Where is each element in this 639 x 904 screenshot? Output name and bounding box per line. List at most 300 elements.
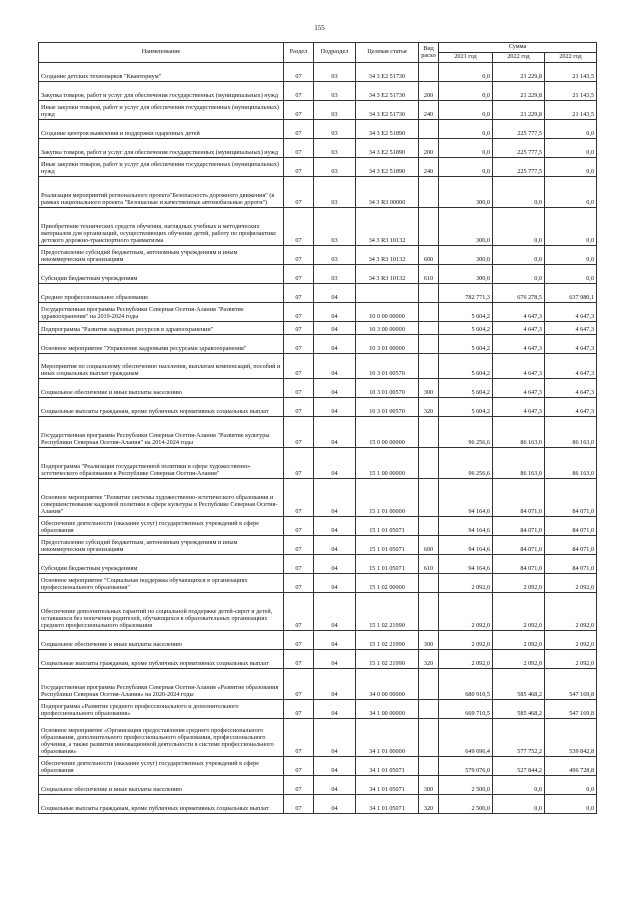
table-row xyxy=(39,776,597,795)
row-value-2021: 2 092,0 xyxy=(439,650,493,669)
table-row xyxy=(39,719,597,757)
row-value-2022b: 21 143,5 xyxy=(545,63,597,82)
row-target: 34 3 R3 10132 xyxy=(356,208,419,246)
row-subsection: 04 xyxy=(314,379,356,398)
header-year-2021: 2021 год xyxy=(439,53,493,63)
row-value-2022a: 84 071,0 xyxy=(493,536,545,555)
row-value-2022a: 4 647,3 xyxy=(493,398,545,417)
row-subsection: 03 xyxy=(314,63,356,82)
table-row xyxy=(39,631,597,650)
row-target: 34 3 E2 51890 xyxy=(356,120,419,139)
row-value-2021: 579 076,0 xyxy=(439,757,493,776)
row-type: 610 xyxy=(419,265,439,284)
row-subsection: 03 xyxy=(314,139,356,158)
row-name: Социальное обеспечение и иные выплаты населению xyxy=(39,776,284,795)
page-number: 155 xyxy=(314,24,325,32)
row-section: 07 xyxy=(284,650,314,669)
row-name: Основное мероприятие "Развитие системы художественно-эстетического образования и совершенствование кадровой политики в сфере культуры в Республике Северная Осетия-Алания" xyxy=(39,479,284,517)
row-value-2022a: 0,0 xyxy=(493,246,545,265)
header-section: Раздел xyxy=(284,43,314,63)
row-value-2022b: 547 169,8 xyxy=(545,700,597,719)
table-row xyxy=(39,246,597,265)
table-row xyxy=(39,650,597,669)
row-name: Предоставление субсидий бюджетным, автономным учреждениям и иным некоммерческим организациям xyxy=(39,246,284,265)
row-name: Иные закупки товаров, работ и услуг для обеспечения государственных (муниципальных) нужд xyxy=(39,158,284,177)
row-target: 34 3 R3 10132 xyxy=(356,246,419,265)
row-name: Государственная программа Республики Северная Осетия-Алания «Развитие образования Республики Северная Осетия-Алания» на 2020-2024 годы xyxy=(39,669,284,700)
table-row xyxy=(39,448,597,479)
row-subsection: 04 xyxy=(314,776,356,795)
row-value-2022b: 547 169,8 xyxy=(545,669,597,700)
row-type: 240 xyxy=(419,101,439,120)
row-value-2022b: 4 647,3 xyxy=(545,398,597,417)
row-section: 07 xyxy=(284,776,314,795)
table-row xyxy=(39,82,597,101)
row-subsection: 03 xyxy=(314,177,356,208)
row-value-2022a: 84 071,0 xyxy=(493,479,545,517)
row-subsection: 03 xyxy=(314,120,356,139)
row-type: 600 xyxy=(419,246,439,265)
row-type xyxy=(419,120,439,139)
row-type: 300 xyxy=(419,776,439,795)
row-value-2022b: 21 143,5 xyxy=(545,82,597,101)
row-value-2022a: 0,0 xyxy=(493,795,545,814)
row-target: 34 3 E2 51890 xyxy=(356,158,419,177)
row-type: 320 xyxy=(419,650,439,669)
row-target: 34 1 01 05071 xyxy=(356,757,419,776)
row-subsection: 04 xyxy=(314,448,356,479)
row-value-2022a: 21 229,8 xyxy=(493,101,545,120)
row-target: 15 1 02 00000 xyxy=(356,574,419,593)
row-value-2022b: 0,0 xyxy=(545,776,597,795)
row-target: 15 1 02 21990 xyxy=(356,631,419,650)
row-value-2021: 300,0 xyxy=(439,265,493,284)
row-type xyxy=(419,63,439,82)
row-name: Приобретение технических средств обучения, наглядных учебных и методических материалов для организаций, осуществляющих обучение детей, работу по профилактике детского дорожно-транспортного травматизма xyxy=(39,208,284,246)
row-target xyxy=(356,284,419,303)
row-target: 15 1 01 00000 xyxy=(356,479,419,517)
row-value-2021: 0,0 xyxy=(439,82,493,101)
row-value-2021: 0,0 xyxy=(439,139,493,158)
row-subsection: 04 xyxy=(314,669,356,700)
row-type xyxy=(419,517,439,536)
row-type: 600 xyxy=(419,536,439,555)
table-row xyxy=(39,208,597,246)
table-row xyxy=(39,379,597,398)
row-subsection: 04 xyxy=(314,303,356,322)
row-value-2022b: 4 647,3 xyxy=(545,379,597,398)
row-value-2021: 5 604,2 xyxy=(439,322,493,335)
row-value-2022b: 0,0 xyxy=(545,120,597,139)
row-subsection: 04 xyxy=(314,719,356,757)
row-type xyxy=(419,757,439,776)
row-value-2021: 96 256,6 xyxy=(439,448,493,479)
row-target: 10 3 01 00000 xyxy=(356,335,419,354)
row-section: 07 xyxy=(284,517,314,536)
row-subsection: 04 xyxy=(314,650,356,669)
row-value-2022b: 21 143,5 xyxy=(545,101,597,120)
row-value-2021: 5 604,2 xyxy=(439,335,493,354)
row-value-2022a: 21 229,8 xyxy=(493,63,545,82)
row-target: 10 3 01 00570 xyxy=(356,398,419,417)
row-type: 300 xyxy=(419,631,439,650)
row-target: 34 1 01 00000 xyxy=(356,719,419,757)
row-subsection: 04 xyxy=(314,284,356,303)
row-value-2021: 300,0 xyxy=(439,246,493,265)
row-section: 07 xyxy=(284,417,314,448)
row-subsection: 04 xyxy=(314,322,356,335)
row-value-2022a: 86 163,0 xyxy=(493,448,545,479)
table-row xyxy=(39,322,597,335)
row-subsection: 03 xyxy=(314,208,356,246)
row-name: Подпрограмма «Развитие среднего профессионального и дополнительного профессионального образования» xyxy=(39,700,284,719)
row-target: 10 3 00 00000 xyxy=(356,322,419,335)
row-value-2022a: 4 647,3 xyxy=(493,354,545,379)
row-subsection: 03 xyxy=(314,101,356,120)
row-section: 07 xyxy=(284,335,314,354)
row-name: Субсидии бюджетным учреждениям xyxy=(39,265,284,284)
table-row xyxy=(39,574,597,593)
row-section: 07 xyxy=(284,120,314,139)
row-section: 07 xyxy=(284,536,314,555)
row-section: 07 xyxy=(284,284,314,303)
table-row xyxy=(39,303,597,322)
table-body xyxy=(39,63,597,814)
header-type: Вид расхо xyxy=(419,43,439,63)
table-row xyxy=(39,63,597,82)
row-target: 15 0 00 00000 xyxy=(356,417,419,448)
row-name: Создание центров выявления и поддержки одаренных детей xyxy=(39,120,284,139)
row-value-2021: 2 500,0 xyxy=(439,795,493,814)
row-type xyxy=(419,417,439,448)
row-value-2022a: 0,0 xyxy=(493,208,545,246)
row-value-2022b: 2 092,0 xyxy=(545,574,597,593)
row-subsection: 03 xyxy=(314,265,356,284)
row-type: 320 xyxy=(419,398,439,417)
row-value-2022a: 84 071,0 xyxy=(493,517,545,536)
row-value-2022a: 225 777,5 xyxy=(493,120,545,139)
row-section: 07 xyxy=(284,719,314,757)
row-value-2022b: 84 071,0 xyxy=(545,536,597,555)
row-target: 15 1 00 00000 xyxy=(356,448,419,479)
table-row xyxy=(39,120,597,139)
row-section: 07 xyxy=(284,63,314,82)
row-value-2021: 96 256,6 xyxy=(439,417,493,448)
row-value-2022a: 225 777,5 xyxy=(493,139,545,158)
row-target: 34 1 00 00000 xyxy=(356,700,419,719)
row-section: 07 xyxy=(284,593,314,631)
row-type xyxy=(419,574,439,593)
row-section: 07 xyxy=(284,322,314,335)
header-subsection: Подраздел xyxy=(314,43,356,63)
row-section: 07 xyxy=(284,82,314,101)
row-type xyxy=(419,448,439,479)
row-target: 34 3 E2 51730 xyxy=(356,63,419,82)
row-subsection: 03 xyxy=(314,158,356,177)
row-value-2021: 5 604,2 xyxy=(439,379,493,398)
row-section: 07 xyxy=(284,177,314,208)
row-value-2021: 2 092,0 xyxy=(439,593,493,631)
row-type: 320 xyxy=(419,795,439,814)
row-value-2022a: 225 777,5 xyxy=(493,158,545,177)
table-row xyxy=(39,593,597,631)
row-target: 15 1 02 21990 xyxy=(356,650,419,669)
row-target: 10 0 00 00000 xyxy=(356,303,419,322)
row-name: Основное мероприятие "Управление кадровыми ресурсами здравоохранения" xyxy=(39,335,284,354)
row-value-2022a: 2 092,0 xyxy=(493,593,545,631)
row-section: 07 xyxy=(284,700,314,719)
table-row xyxy=(39,795,597,814)
row-value-2021: 94 164,6 xyxy=(439,536,493,555)
row-value-2021: 2 092,0 xyxy=(439,631,493,650)
row-type xyxy=(419,479,439,517)
row-name: Мероприятия по социальному обеспечению населения, выплатам компенсаций, пособий и иных социальных выплат гражданам xyxy=(39,354,284,379)
row-value-2022a: 2 092,0 xyxy=(493,631,545,650)
row-value-2021: 5 604,2 xyxy=(439,354,493,379)
row-type: 200 xyxy=(419,139,439,158)
row-type xyxy=(419,335,439,354)
row-name: Создание детских технопарков "Кванториум" xyxy=(39,63,284,82)
row-target: 34 1 01 05071 xyxy=(356,795,419,814)
table-row xyxy=(39,177,597,208)
row-name: Обеспечение деятельности (оказание услуг) государственных учреждений в сфере образования xyxy=(39,757,284,776)
header-name: Наименование xyxy=(39,43,284,63)
row-value-2022a: 21 229,8 xyxy=(493,82,545,101)
row-type xyxy=(419,322,439,335)
row-name: Социальное обеспечение и иные выплаты населению xyxy=(39,631,284,650)
budget-table xyxy=(38,42,597,814)
row-name: Социальные выплаты гражданам, кроме публичных нормативных социальных выплат xyxy=(39,650,284,669)
row-section: 07 xyxy=(284,101,314,120)
row-type xyxy=(419,303,439,322)
row-name: Основное мероприятие "Социальная поддержка обучающихся в организациях профессионального образования" xyxy=(39,574,284,593)
row-value-2022a: 577 752,2 xyxy=(493,719,545,757)
row-subsection: 04 xyxy=(314,335,356,354)
row-value-2021: 669 710,5 xyxy=(439,700,493,719)
row-value-2021: 5 604,2 xyxy=(439,398,493,417)
row-section: 07 xyxy=(284,448,314,479)
row-name: Предоставление субсидий бюджетным, автономным учреждениям и иным некоммерческим организациям xyxy=(39,536,284,555)
row-subsection: 04 xyxy=(314,574,356,593)
row-value-2022b: 4 647,3 xyxy=(545,322,597,335)
row-name: Социальное обеспечение и иные выплаты населению xyxy=(39,379,284,398)
row-target: 34 3 R3 10132 xyxy=(356,265,419,284)
row-name: Закупка товаров, работ и услуг для обеспечения государственных (муниципальных) нужд xyxy=(39,139,284,158)
row-name: Государственная программа Республики Северная Осетия-Алания "Развитие культуры Республики Северная Осетия-Алания" на 2014-2024 годы xyxy=(39,417,284,448)
table-row xyxy=(39,555,597,574)
row-value-2022a: 4 647,3 xyxy=(493,335,545,354)
row-section: 07 xyxy=(284,757,314,776)
table-row xyxy=(39,335,597,354)
table-row xyxy=(39,479,597,517)
row-name: Государственная программа Республики Северная Осетия-Алания "Развитие здравоохранения" на 2019-2024 годы xyxy=(39,303,284,322)
row-target: 15 1 02 21990 xyxy=(356,593,419,631)
row-section: 07 xyxy=(284,574,314,593)
row-value-2022a: 585 468,2 xyxy=(493,700,545,719)
row-value-2021: 94 164,6 xyxy=(439,517,493,536)
row-value-2022a: 4 647,3 xyxy=(493,379,545,398)
row-target: 34 3 R3 00000 xyxy=(356,177,419,208)
row-subsection: 04 xyxy=(314,593,356,631)
row-value-2022a: 676 278,5 xyxy=(493,284,545,303)
table-row xyxy=(39,398,597,417)
row-type: 610 xyxy=(419,555,439,574)
row-section: 07 xyxy=(284,398,314,417)
row-value-2021: 94 164,6 xyxy=(439,555,493,574)
row-section: 07 xyxy=(284,265,314,284)
row-type: 200 xyxy=(419,82,439,101)
row-section: 07 xyxy=(284,208,314,246)
table-row xyxy=(39,265,597,284)
row-name: Подпрограмма "Развитие кадровых ресурсов в здравоохранении" xyxy=(39,322,284,335)
row-value-2022b: 4 647,3 xyxy=(545,335,597,354)
row-section: 07 xyxy=(284,795,314,814)
row-value-2021: 0,0 xyxy=(439,158,493,177)
row-value-2022a: 585 468,2 xyxy=(493,669,545,700)
table-row xyxy=(39,139,597,158)
row-value-2021: 5 604,2 xyxy=(439,303,493,322)
row-value-2022b: 637 980,1 xyxy=(545,284,597,303)
row-section: 07 xyxy=(284,379,314,398)
row-type xyxy=(419,719,439,757)
table-row xyxy=(39,354,597,379)
row-section: 07 xyxy=(284,139,314,158)
row-type: 240 xyxy=(419,158,439,177)
table-row xyxy=(39,101,597,120)
header-target: Целевая статья xyxy=(356,43,419,63)
row-target: 15 1 01 05071 xyxy=(356,517,419,536)
row-value-2021: 649 696,4 xyxy=(439,719,493,757)
row-subsection: 04 xyxy=(314,795,356,814)
row-value-2022b: 0,0 xyxy=(545,177,597,208)
row-section: 07 xyxy=(284,631,314,650)
row-value-2022a: 0,0 xyxy=(493,177,545,208)
row-value-2022a: 86 163,0 xyxy=(493,417,545,448)
row-section: 07 xyxy=(284,555,314,574)
row-target: 34 1 01 05071 xyxy=(356,776,419,795)
row-type xyxy=(419,669,439,700)
table-row xyxy=(39,700,597,719)
row-value-2022b: 539 842,8 xyxy=(545,719,597,757)
row-value-2022a: 0,0 xyxy=(493,265,545,284)
row-target: 34 3 E2 51730 xyxy=(356,101,419,120)
row-value-2022b: 0,0 xyxy=(545,139,597,158)
row-value-2021: 300,0 xyxy=(439,208,493,246)
row-target: 15 1 01 05071 xyxy=(356,536,419,555)
row-name: Социальные выплаты гражданам, кроме публичных нормативных социальных выплат xyxy=(39,398,284,417)
row-value-2022b: 4 647,3 xyxy=(545,354,597,379)
table-row xyxy=(39,158,597,177)
header-year-2022a: 2022 год xyxy=(493,53,545,63)
row-value-2022b: 2 092,0 xyxy=(545,650,597,669)
row-section: 07 xyxy=(284,669,314,700)
row-type xyxy=(419,208,439,246)
row-value-2021: 2 092,0 xyxy=(439,574,493,593)
row-name: Среднее профессиональное образование xyxy=(39,284,284,303)
row-section: 07 xyxy=(284,303,314,322)
row-type: 300 xyxy=(419,379,439,398)
header-year-2022b: 2022 год xyxy=(545,53,597,63)
table-row xyxy=(39,757,597,776)
row-target: 10 3 01 00570 xyxy=(356,379,419,398)
row-value-2022b: 86 163,0 xyxy=(545,417,597,448)
row-value-2022b: 84 071,0 xyxy=(545,479,597,517)
row-section: 07 xyxy=(284,158,314,177)
row-type xyxy=(419,593,439,631)
row-value-2021: 2 500,0 xyxy=(439,776,493,795)
row-value-2022b: 0,0 xyxy=(545,795,597,814)
row-section: 07 xyxy=(284,246,314,265)
row-value-2022b: 496 728,8 xyxy=(545,757,597,776)
row-name: Обеспечение дополнительных гарантий по социальной поддержке детей-сирот и детей, оставшихся без попечения родителей, обучающихся в образовательных организациях среднего профессионального образования xyxy=(39,593,284,631)
table-row xyxy=(39,284,597,303)
row-subsection: 04 xyxy=(314,700,356,719)
row-subsection: 03 xyxy=(314,246,356,265)
row-type xyxy=(419,177,439,208)
row-name: Обеспечение деятельности (оказание услуг) государственных учреждений в сфере образования xyxy=(39,517,284,536)
row-value-2022b: 0,0 xyxy=(545,208,597,246)
row-value-2022b: 2 092,0 xyxy=(545,631,597,650)
row-value-2022a: 2 092,0 xyxy=(493,574,545,593)
row-value-2022a: 527 844,2 xyxy=(493,757,545,776)
row-value-2022b: 4 647,3 xyxy=(545,303,597,322)
table-row xyxy=(39,669,597,700)
row-value-2021: 94 164,6 xyxy=(439,479,493,517)
row-subsection: 04 xyxy=(314,517,356,536)
row-type xyxy=(419,354,439,379)
row-value-2022a: 2 092,0 xyxy=(493,650,545,669)
row-value-2022b: 84 071,0 xyxy=(545,555,597,574)
row-target: 10 3 01 00570 xyxy=(356,354,419,379)
row-name: Социальные выплаты гражданам, кроме публичных нормативных социальных выплат xyxy=(39,795,284,814)
row-type xyxy=(419,700,439,719)
row-subsection: 03 xyxy=(314,82,356,101)
row-subsection: 04 xyxy=(314,354,356,379)
table-row xyxy=(39,536,597,555)
table-row xyxy=(39,417,597,448)
row-value-2022b: 84 071,0 xyxy=(545,517,597,536)
row-value-2021: 0,0 xyxy=(439,101,493,120)
row-target: 34 3 E2 51890 xyxy=(356,139,419,158)
row-name: Закупка товаров, работ и услуг для обеспечения государственных (муниципальных) нужд xyxy=(39,82,284,101)
row-subsection: 04 xyxy=(314,417,356,448)
table-row xyxy=(39,517,597,536)
row-subsection: 04 xyxy=(314,757,356,776)
row-subsection: 04 xyxy=(314,398,356,417)
row-target: 34 0 00 00000 xyxy=(356,669,419,700)
row-subsection: 04 xyxy=(314,555,356,574)
row-value-2022b: 86 163,0 xyxy=(545,448,597,479)
row-value-2021: 680 910,5 xyxy=(439,669,493,700)
row-name: Подпрограмма "Реализация государственной политики в сфере художественно-эстетического образования в Республике Северная Осетия-Алания" xyxy=(39,448,284,479)
row-value-2022a: 4 647,3 xyxy=(493,322,545,335)
row-value-2022b: 0,0 xyxy=(545,265,597,284)
header-sum: Сумма xyxy=(439,43,597,53)
row-value-2022a: 84 071,0 xyxy=(493,555,545,574)
row-name: Субсидии бюджетным учреждениям xyxy=(39,555,284,574)
row-subsection: 04 xyxy=(314,631,356,650)
row-value-2022b: 0,0 xyxy=(545,246,597,265)
row-name: Иные закупки товаров, работ и услуг для обеспечения государственных (муниципальных) нужд xyxy=(39,101,284,120)
row-type xyxy=(419,284,439,303)
row-value-2021: 0,0 xyxy=(439,63,493,82)
row-value-2022a: 0,0 xyxy=(493,776,545,795)
row-section: 07 xyxy=(284,479,314,517)
row-value-2021: 0,0 xyxy=(439,120,493,139)
row-section: 07 xyxy=(284,354,314,379)
row-value-2022a: 4 647,3 xyxy=(493,303,545,322)
row-name: Основное мероприятие «Организация предоставления среднего профессионального образования, дополнительного профессионального образования, профессионального обучения, а также развития инновационной деятельности в системе профессионального образования» xyxy=(39,719,284,757)
